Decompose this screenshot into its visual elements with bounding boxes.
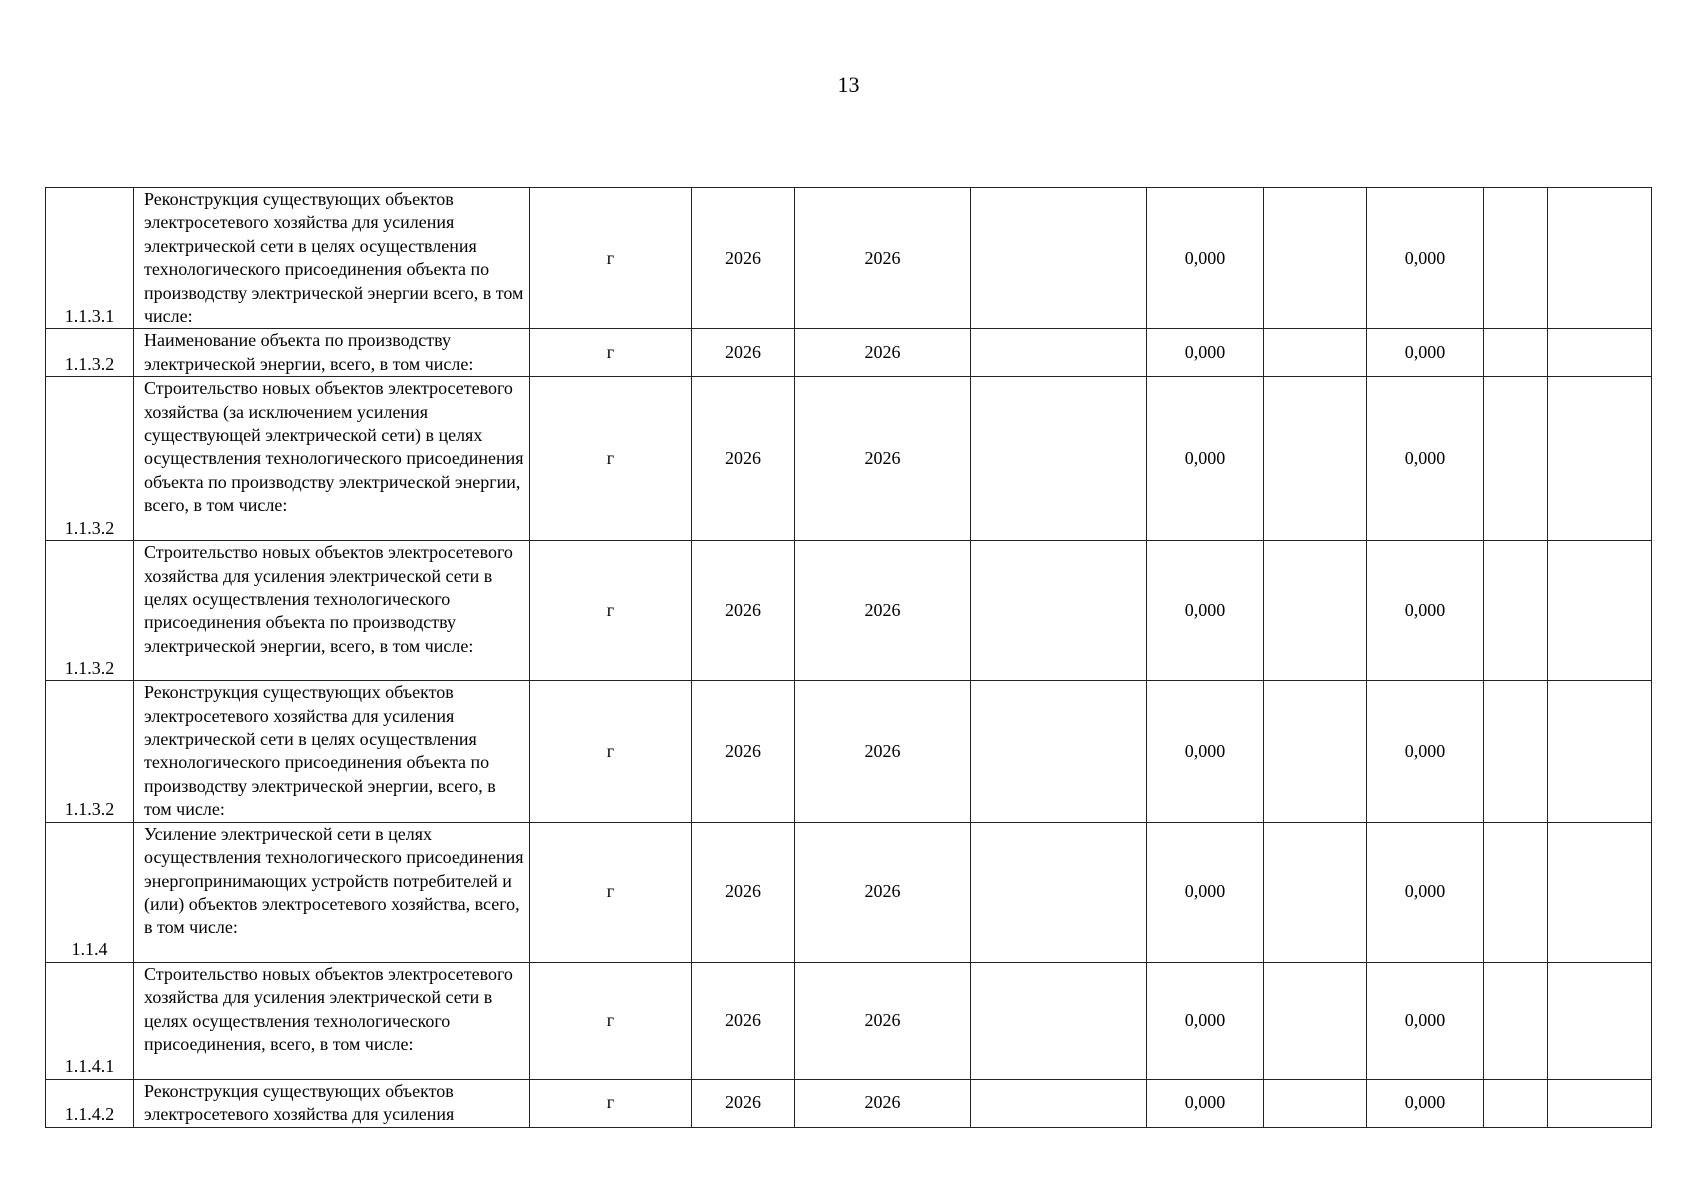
table-row xyxy=(46,1079,1652,1127)
row-cell-empty xyxy=(1264,681,1367,822)
row-value-1: 0,000 xyxy=(1147,962,1264,1079)
row-value-2: 0,000 xyxy=(1367,822,1484,962)
row-name: Наименование объекта по производству электрической энергии, всего, в том числе: xyxy=(134,329,530,377)
row-cell-empty xyxy=(1264,377,1367,541)
row-cell-empty xyxy=(971,541,1147,681)
row-year-start: 2026 xyxy=(692,681,795,822)
row-year-start: 2026 xyxy=(692,329,795,377)
row-value-1: 0,000 xyxy=(1147,541,1264,681)
row-cell-empty xyxy=(1484,681,1548,822)
row-unit: г xyxy=(530,1079,692,1127)
row-cell-empty xyxy=(971,329,1147,377)
table-row xyxy=(46,822,1652,962)
row-cell-empty xyxy=(1484,1079,1548,1127)
row-code: 1.1.4.2 xyxy=(46,1079,134,1127)
row-value-1: 0,000 xyxy=(1147,822,1264,962)
row-cell-empty xyxy=(971,822,1147,962)
row-value-1: 0,000 xyxy=(1147,188,1264,329)
row-cell-empty xyxy=(1548,822,1652,962)
row-unit: г xyxy=(530,188,692,329)
table-row xyxy=(46,377,1652,541)
row-value-1: 0,000 xyxy=(1147,377,1264,541)
row-value-2: 0,000 xyxy=(1367,541,1484,681)
row-year-end: 2026 xyxy=(795,188,971,329)
row-value-1: 0,000 xyxy=(1147,329,1264,377)
row-value-2: 0,000 xyxy=(1367,962,1484,1079)
row-year-start: 2026 xyxy=(692,188,795,329)
row-unit: г xyxy=(530,329,692,377)
row-cell-empty xyxy=(1484,188,1548,329)
row-unit: г xyxy=(530,681,692,822)
row-unit: г xyxy=(530,541,692,681)
row-year-start: 2026 xyxy=(692,1079,795,1127)
row-year-end: 2026 xyxy=(795,377,971,541)
row-unit: г xyxy=(530,962,692,1079)
table-row xyxy=(46,681,1652,822)
row-cell-empty xyxy=(1548,681,1652,822)
row-name: Реконструкция существующих объектов электросетевого хозяйства для усиления электрической сети в целях осуществления технологического присоединения объекта по производству электрической энергии, всего, в том числе: xyxy=(134,681,530,822)
row-cell-empty xyxy=(971,1079,1147,1127)
row-cell-empty xyxy=(1548,377,1652,541)
row-cell-empty xyxy=(1548,541,1652,681)
row-cell-empty xyxy=(971,962,1147,1079)
row-year-start: 2026 xyxy=(692,541,795,681)
row-value-2: 0,000 xyxy=(1367,1079,1484,1127)
row-code: 1.1.3.1 xyxy=(46,188,134,329)
data-table xyxy=(45,187,1652,1128)
row-cell-empty xyxy=(1484,962,1548,1079)
row-cell-empty xyxy=(971,681,1147,822)
row-year-end: 2026 xyxy=(795,541,971,681)
row-name: Строительство новых объектов электросетевого хозяйства для усиления электрической сети в целях осуществления технологического присоединения, всего, в том числе: xyxy=(134,962,530,1079)
row-unit: г xyxy=(530,822,692,962)
table-row xyxy=(46,188,1652,329)
row-cell-empty xyxy=(1264,188,1367,329)
row-cell-empty xyxy=(971,377,1147,541)
table-row xyxy=(46,962,1652,1079)
row-value-2: 0,000 xyxy=(1367,377,1484,541)
table-row xyxy=(46,329,1652,377)
row-cell-empty xyxy=(1548,329,1652,377)
row-cell-empty xyxy=(1264,822,1367,962)
row-cell-empty xyxy=(1264,1079,1367,1127)
row-value-2: 0,000 xyxy=(1367,329,1484,377)
row-cell-empty xyxy=(1484,822,1548,962)
row-code: 1.1.3.2 xyxy=(46,377,134,541)
row-cell-empty xyxy=(1484,377,1548,541)
row-cell-empty xyxy=(1264,541,1367,681)
page-number: 13 xyxy=(837,72,860,97)
row-code: 1.1.4.1 xyxy=(46,962,134,1079)
row-code: 1.1.3.2 xyxy=(46,329,134,377)
row-name: Реконструкция существующих объектов электросетевого хозяйства для усиления xyxy=(134,1079,530,1127)
table-row xyxy=(46,541,1652,681)
row-cell-empty xyxy=(1264,962,1367,1079)
row-year-end: 2026 xyxy=(795,329,971,377)
row-cell-empty xyxy=(1548,1079,1652,1127)
row-value-2: 0,000 xyxy=(1367,681,1484,822)
row-year-end: 2026 xyxy=(795,681,971,822)
row-year-end: 2026 xyxy=(795,1079,971,1127)
row-cell-empty xyxy=(1484,541,1548,681)
row-code: 1.1.3.2 xyxy=(46,681,134,822)
row-cell-empty xyxy=(971,188,1147,329)
row-cell-empty xyxy=(1484,329,1548,377)
row-year-end: 2026 xyxy=(795,962,971,1079)
row-name: Реконструкция существующих объектов электросетевого хозяйства для усиления электрической сети в целях осуществления технологического присоединения объекта по производству электрической энергии всего, в том числе: xyxy=(134,188,530,329)
row-year-start: 2026 xyxy=(692,962,795,1079)
row-year-start: 2026 xyxy=(692,377,795,541)
row-value-1: 0,000 xyxy=(1147,1079,1264,1127)
row-cell-empty xyxy=(1548,962,1652,1079)
row-value-1: 0,000 xyxy=(1147,681,1264,822)
row-name: Строительство новых объектов электросетевого хозяйства (за исключением усиления существующей электрической сети) в целях осуществления технологического присоединения объекта по производству электрической энергии, всего, в том числе: xyxy=(134,377,530,541)
row-code: 1.1.4 xyxy=(46,822,134,962)
row-value-2: 0,000 xyxy=(1367,188,1484,329)
row-year-end: 2026 xyxy=(795,822,971,962)
row-name: Усиление электрической сети в целях осуществления технологического присоединения энергопринимающих устройств потребителей и (или) объектов электросетевого хозяйства, всего, в том числе: xyxy=(134,822,530,962)
row-cell-empty xyxy=(1548,188,1652,329)
row-unit: г xyxy=(530,377,692,541)
row-year-start: 2026 xyxy=(692,822,795,962)
row-code: 1.1.3.2 xyxy=(46,541,134,681)
row-cell-empty xyxy=(1264,329,1367,377)
row-name: Строительство новых объектов электросетевого хозяйства для усиления электрической сети в целях осуществления технологического присоединения объекта по производству электрической энергии, всего, в том числе: xyxy=(134,541,530,681)
